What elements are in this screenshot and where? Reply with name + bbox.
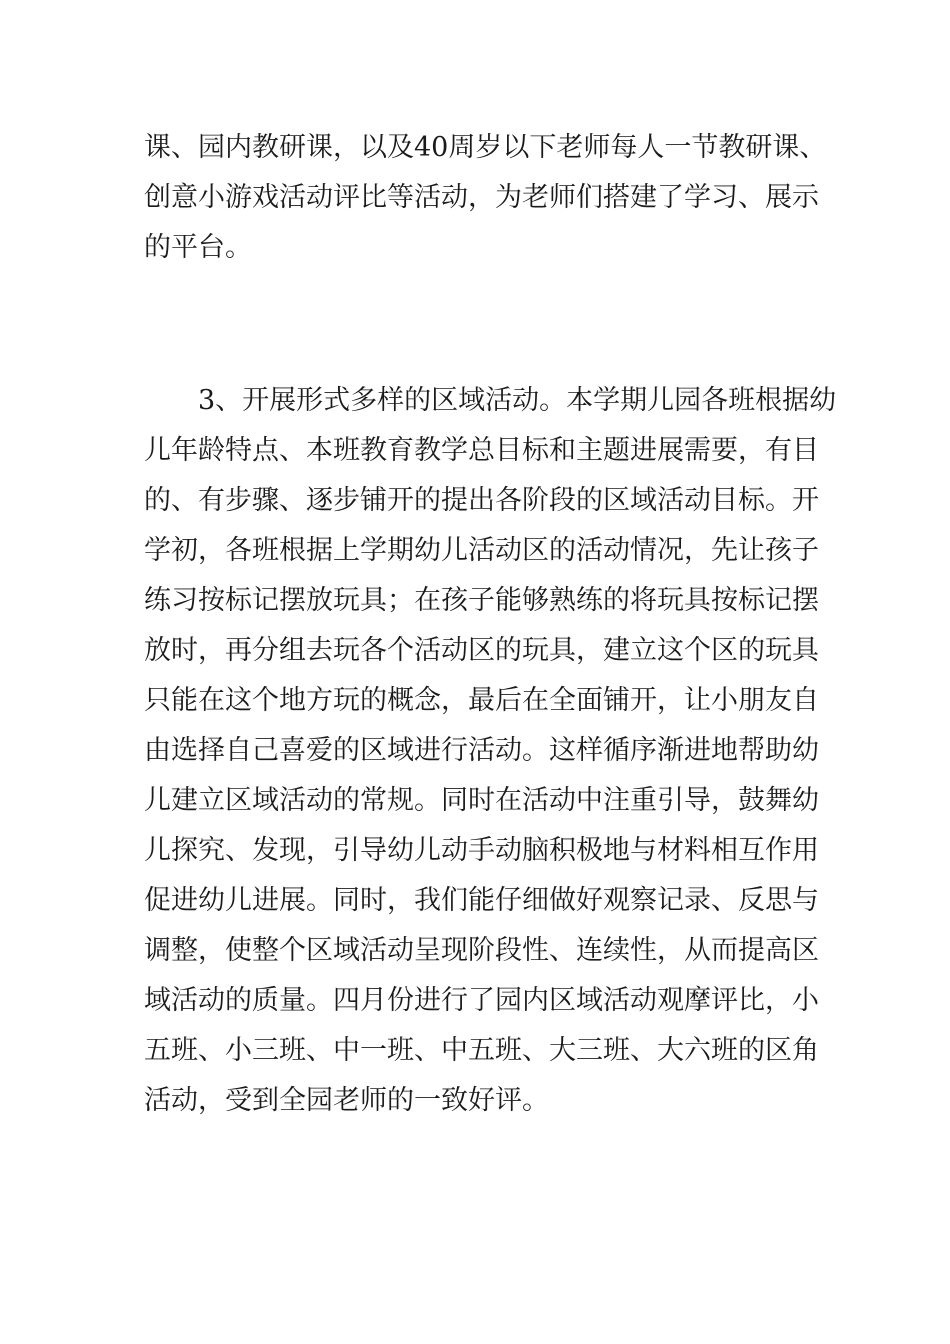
text-line: 调整，使整个区域活动呈现阶段性、连续性，从而提高区: [144, 935, 819, 966]
text-line: 学初，各班根据上学期幼儿活动区的活动情况，先让孩子: [144, 535, 819, 566]
text-line-first: 3、开展形式多样的区域活动。本学期儿园各班根据幼: [198, 385, 837, 416]
text-line: 课、园内教研课，以及40周岁以下老师每人一节教研课、: [144, 132, 827, 163]
text-line: 由选择自己喜爱的区域进行活动。这样循序渐进地帮助幼: [144, 735, 819, 766]
text-line: 儿探究、发现，引导幼儿动手动脑积极地与材料相互作用: [144, 835, 819, 866]
text-line: 五班、小三班、中一班、中五班、大三班、大六班的区角: [144, 1035, 819, 1066]
text-line: 域活动的质量。四月份进行了园内区域活动观摩评比，小: [144, 985, 819, 1016]
text-line: 儿建立区域活动的常规。同时在活动中注重引导，鼓舞幼: [144, 785, 819, 816]
text-line: 儿年龄特点、本班教育教学总目标和主题进展需要，有目: [144, 435, 819, 466]
text-line: 练习按标记摆放玩具；在孩子能够熟练的将玩具按标记摆: [144, 585, 819, 616]
paragraph-area-activities: [144, 376, 837, 1126]
text-line: 的、有步骤、逐步铺开的提出各阶段的区域活动目标。开: [144, 485, 819, 516]
text-line: 的平台。: [144, 232, 252, 263]
text-line: 创意小游戏活动评比等活动，为老师们搭建了学习、展示: [144, 182, 819, 213]
text-line: 促进幼儿进展。同时，我们能仔细做好观察记录、反思与: [144, 885, 819, 916]
text-line: 只能在这个地方玩的概念，最后在全面铺开，让小朋友自: [144, 685, 819, 716]
text-line: 放时，再分组去玩各个活动区的玩具，建立这个区的玩具: [144, 635, 819, 666]
paragraph-teaching-activities: [144, 123, 827, 273]
text-line: 活动，受到全园老师的一致好评。: [144, 1085, 549, 1116]
